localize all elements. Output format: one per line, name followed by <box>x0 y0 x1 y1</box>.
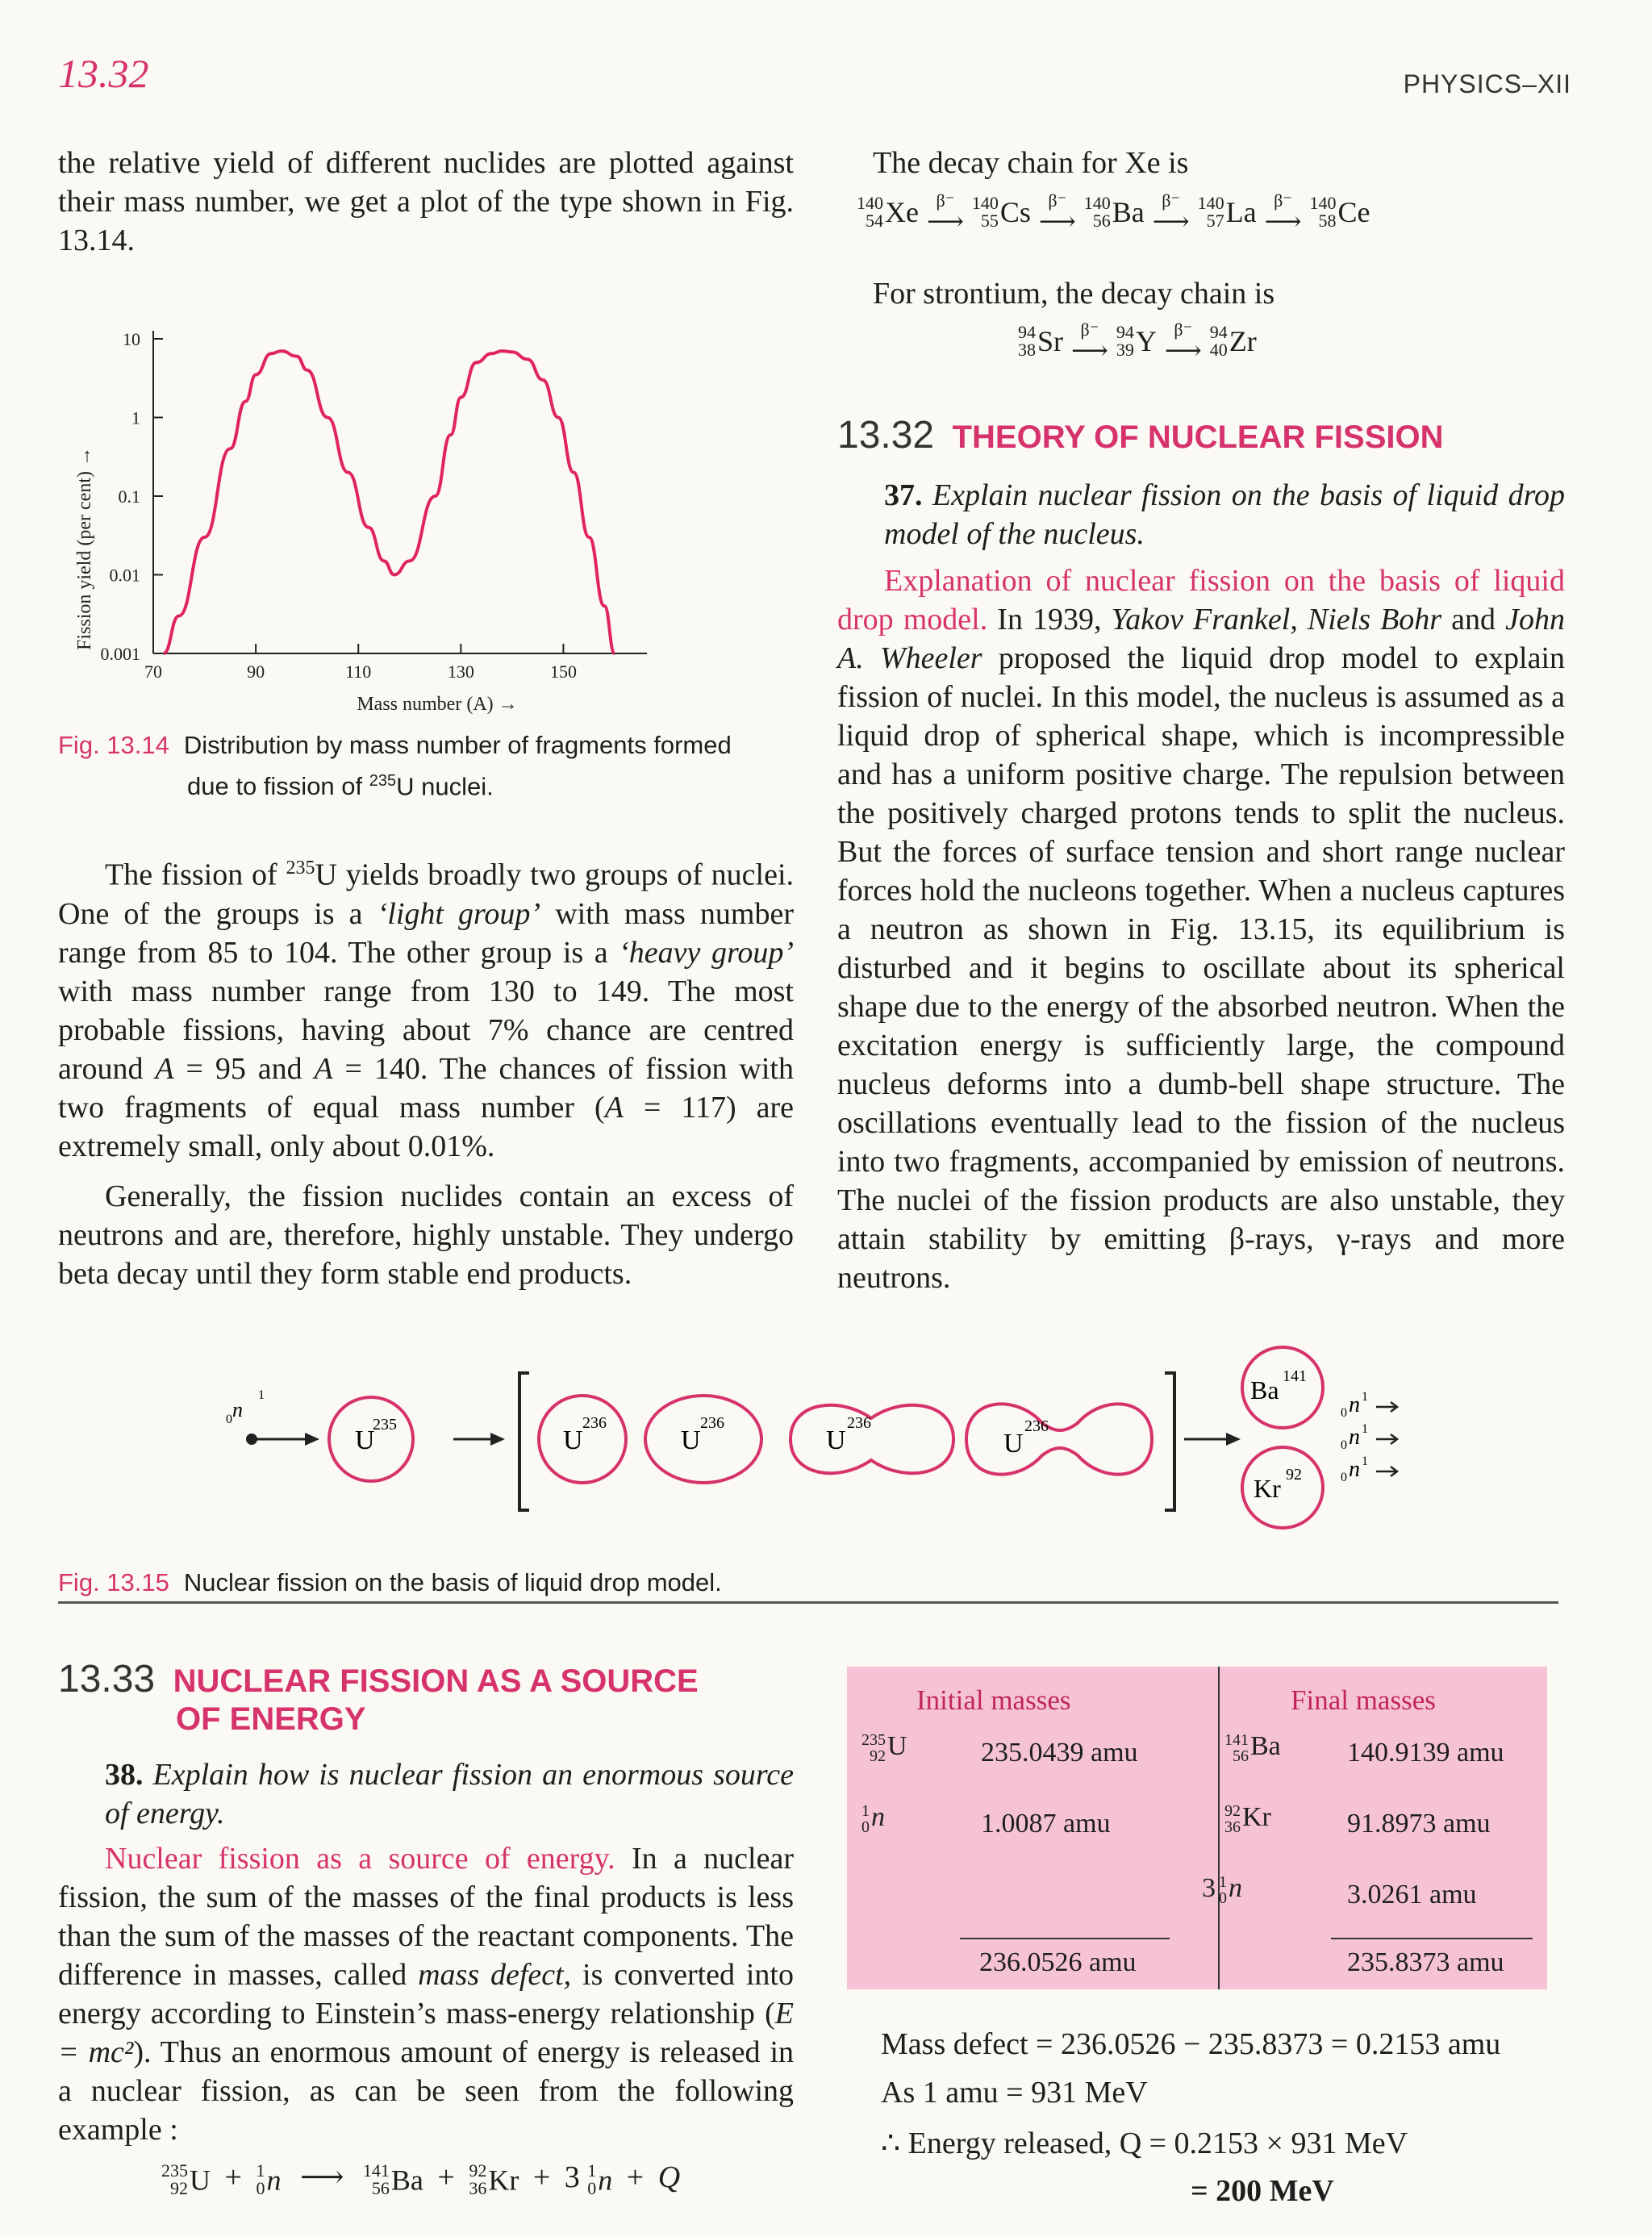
arrow-head <box>1226 1433 1241 1446</box>
atomic-number: 0 <box>1219 1889 1227 1908</box>
element-symbol: Kr <box>1242 1802 1271 1832</box>
beta-label: β⁻ <box>936 190 955 211</box>
n-arrow <box>1376 1467 1397 1476</box>
table-nuclide <box>1224 1802 1271 1835</box>
kr-nuclide <box>469 2160 519 2197</box>
xe-decay-chain <box>857 190 1566 236</box>
final-sum-rule <box>1331 1938 1533 1939</box>
s: U <box>190 2164 211 2197</box>
beta-decay-paragraph: Generally, the fission nuclides contain an excess of neutrons and are, therefore, highly unstable. They undergo beta decay until they form stable end products. <box>58 1179 794 1291</box>
t: and <box>1441 603 1506 636</box>
beta-label: β⁻ <box>1174 319 1193 340</box>
arrow-glyph: ⟶ <box>1152 207 1190 236</box>
mass-number: 235 <box>861 1731 886 1750</box>
u236-sup: 236 <box>1024 1417 1049 1435</box>
caption-b: due to fission of <box>187 772 363 801</box>
mass-number: 1 <box>861 1802 870 1821</box>
u236-symbol: U <box>563 1425 583 1455</box>
n-arrow <box>1376 1434 1397 1444</box>
a: A <box>155 1051 174 1086</box>
emitted-neutrons <box>1341 1390 1397 1484</box>
q37-block <box>837 476 1565 1297</box>
initial-sum-rule <box>960 1938 1170 1939</box>
table-mass: 140.9139 amu <box>1347 1738 1504 1767</box>
a: 141 <box>362 2160 390 2181</box>
ba-symbol: Ba <box>1250 1375 1279 1404</box>
initial-masses-header: Initial masses <box>916 1684 1071 1716</box>
nuclide-ce <box>1309 194 1370 230</box>
y-tick-label: 0.001 <box>100 644 140 664</box>
caption-c: U nuclei. <box>396 772 494 801</box>
isotope-numbers <box>1084 194 1111 230</box>
table-nuclide <box>1224 1731 1281 1764</box>
a: 1 <box>256 2160 265 2181</box>
a: A <box>314 1051 333 1086</box>
mass-number: 94 <box>1116 322 1134 342</box>
isotope-numbers <box>1219 1874 1227 1906</box>
u236-elongated <box>645 1396 761 1483</box>
t: = 140. The chances of fission with two fragments of equal mass number ( <box>58 1051 794 1125</box>
section-title-1: NUCLEAR FISSION AS A SOURCE <box>173 1663 699 1699</box>
xe-intro <box>873 144 1558 182</box>
mass-number: 140 <box>857 193 883 213</box>
decay-arrow <box>926 190 964 236</box>
x-axis-label: Mass number (A) → <box>357 694 518 715</box>
x-tick-label: 150 <box>549 662 577 682</box>
s: Kr <box>488 2164 519 2197</box>
nuclide-ba <box>1084 194 1145 230</box>
mass-number: 92 <box>1224 1802 1241 1821</box>
nuclide-cs <box>972 194 1031 230</box>
t: with mass number range from 130 to 149. The most probable fissions, having about 7% chance are centred around <box>58 974 794 1086</box>
plus: + <box>626 2160 645 2194</box>
isotope-numbers <box>1018 323 1036 359</box>
element-symbol: U <box>887 1731 907 1761</box>
element-symbol: Cs <box>999 196 1031 228</box>
element-symbol: Ce <box>1337 196 1370 228</box>
q-num: 38. <box>105 1758 144 1792</box>
plus: + <box>224 2160 242 2194</box>
section-divider <box>58 1601 1558 1604</box>
n-arrow <box>1376 1402 1397 1412</box>
n-sub: 0 <box>1341 1471 1347 1484</box>
atomic-number: 92 <box>870 1747 886 1766</box>
fig-13-15-label: Fig. 13.15 <box>58 1568 169 1596</box>
beta-label: β⁻ <box>1274 190 1292 211</box>
answer-head: Explanation of nuclear fission on the basis of liquid drop model. <box>837 564 1565 636</box>
caption-a: Distribution by mass number of fragments formed <box>183 731 732 759</box>
beta-label: β⁻ <box>1048 190 1067 211</box>
fig-13-14-label: Fig. 13.14 <box>58 731 169 759</box>
a: 235 <box>161 2160 188 2181</box>
left-intro-text: the relative yield of different nuclides are plotted against their mass number, we get a plot of the type shown in Fig. 13.14. <box>58 146 794 257</box>
u236-sup: 236 <box>700 1414 724 1432</box>
y-tick-label: 10 <box>123 329 140 349</box>
q-text: Explain how is nuclear fission an enormous source of energy. <box>105 1758 794 1830</box>
element-symbol: n <box>1229 1873 1242 1903</box>
right-bracket <box>1165 1373 1174 1510</box>
arrow-glyph: ⟶ <box>926 207 964 236</box>
isotope-numbers <box>857 194 883 230</box>
q-num: 37. <box>884 478 923 512</box>
n-sub: 0 <box>1341 1406 1347 1420</box>
arrow-head <box>490 1433 505 1446</box>
kr-symbol: Kr <box>1254 1474 1281 1503</box>
mass-number: 140 <box>1309 193 1337 213</box>
neutron-sub: 0 <box>226 1413 232 1426</box>
table-mass: 91.8973 amu <box>1347 1809 1491 1838</box>
mass-number: 94 <box>1209 322 1228 342</box>
atomic-number: 54 <box>866 211 883 231</box>
page-number: 13.32 <box>58 51 149 96</box>
chart-axes <box>153 331 647 653</box>
t: U yields broadly two groups of nuclei. One of the groups is a <box>58 858 795 931</box>
u236-symbol: U <box>826 1425 846 1455</box>
atomic-number: 57 <box>1206 211 1224 231</box>
mass-number: 140 <box>971 193 999 213</box>
atomic-number: 56 <box>1092 211 1111 231</box>
caption-iso: 235 <box>369 772 397 790</box>
n-sub: 0 <box>1341 1438 1347 1452</box>
section-number: 13.32 <box>837 414 935 457</box>
q-text: Explain nuclear fission on the basis of liquid drop model of the nucleus. <box>884 478 1566 551</box>
table-divider <box>1218 1667 1220 1989</box>
a: 1 <box>587 2160 597 2181</box>
q38-question <box>58 1755 794 1833</box>
u235-nuclide <box>161 2160 211 2197</box>
section-title-2: OF ENERGY <box>176 1701 366 1737</box>
u236-symbol: U <box>1003 1429 1024 1459</box>
final-total: 235.8373 amu <box>1347 1947 1504 1977</box>
iso: 235 <box>286 858 315 879</box>
yield-curve <box>164 351 615 653</box>
x-tick-label: 70 <box>144 662 162 682</box>
t: = 95 and <box>173 1051 315 1086</box>
arrow-glyph: ⟶ <box>1164 336 1202 365</box>
t: is converted into energy according to Einstein’s mass-energy relationship ( <box>58 1958 794 2030</box>
isotope-numbers <box>1224 1803 1241 1835</box>
table-nuclide <box>861 1802 885 1835</box>
t: John A. Wheeler <box>837 603 1565 675</box>
xe-intro-text: The decay chain for Xe is <box>873 146 1189 180</box>
nuclide-y <box>1116 323 1157 359</box>
t: proposed the liquid drop model to explain fission of nuclei. In this model, the nucleus is assumed as a liquid drop of spherical shape, which is incompressible and has a uniform positive charge. The repulsion between the positively charged protons tends to split the nucleus. But the forces of surface tension and short range nuclear forces hold the nucleons together. When a nucleus captures a neutron as shown in Fig. 13.15, its equilibrium is disturbed and it begins to oscillate about its spherical shape due to the energy of the absorbed neutron. When the excitation energy is sufficiently large, the compound nucleus deforms into a dumb-bell shape structure. The oscillations eventually lead to the fission of the nucleus into two fragments, accompanied by emission of neutrons. The nuclei of the fission products are also unstable, they attain stability by emitting β-rays, γ-rays and more neutrons. <box>837 641 1565 1295</box>
arrow-glyph: ⟶ <box>1038 207 1076 236</box>
table-nuclide <box>1202 1873 1242 1906</box>
decay-arrow <box>1038 190 1076 236</box>
atomic-number: 0 <box>861 1818 870 1837</box>
s: Ba <box>390 2164 423 2197</box>
isotope-numbers <box>861 1732 886 1764</box>
z: 0 <box>587 2178 597 2199</box>
sr-intro-text: For strontium, the decay chain is <box>873 277 1275 311</box>
table-nuclide <box>861 1731 907 1764</box>
n: n <box>1349 1425 1360 1450</box>
einstein-formula: E = mc² <box>58 1997 794 2069</box>
mass-number: 141 <box>1224 1731 1249 1750</box>
energy-result: = 200 MeV <box>1191 2174 1334 2208</box>
neutron-sup: 1 <box>258 1388 265 1402</box>
three: 3 <box>564 2160 580 2194</box>
s: n <box>598 2164 613 2197</box>
beta-label: β⁻ <box>1162 190 1181 211</box>
left-bracket <box>519 1373 529 1510</box>
fission-yield-chart <box>58 307 800 726</box>
element-symbol: Ba <box>1250 1731 1281 1761</box>
section-13-32-heading <box>837 413 1444 457</box>
light-group: ‘light group’ <box>377 896 541 931</box>
atomic-number: 58 <box>1318 211 1337 231</box>
table-mass: 235.0439 amu <box>981 1738 1138 1767</box>
nuclide-xe <box>857 194 919 230</box>
decay-arrow <box>1152 190 1190 236</box>
a: 92 <box>469 2160 487 2181</box>
atomic-number: 36 <box>1224 1818 1241 1837</box>
n-sup: 1 <box>1362 1422 1368 1436</box>
isotope-numbers <box>1224 1732 1249 1764</box>
z: 92 <box>170 2178 188 2199</box>
t: with mass number range from 85 to 104. The other group is a <box>58 896 795 970</box>
element-symbol: Y <box>1135 325 1157 357</box>
atomic-number: 38 <box>1018 340 1036 360</box>
q38-block <box>58 1755 794 2149</box>
y-tick-label: 0.1 <box>118 486 140 507</box>
q38-answer <box>58 1839 794 2149</box>
z: 0 <box>256 2178 265 2199</box>
left-body <box>58 849 794 1293</box>
z: 36 <box>469 2178 487 2199</box>
element-symbol: Zr <box>1229 325 1257 357</box>
atomic-number: 55 <box>980 211 999 231</box>
running-title: PHYSICS–XII <box>1403 69 1571 98</box>
table-mass: 3.0261 amu <box>1347 1880 1477 1909</box>
section-number: 13.33 <box>58 1658 156 1701</box>
isotope-numbers <box>1210 323 1228 359</box>
arrow-glyph: ⟶ <box>1071 336 1108 365</box>
x-tick-label: 90 <box>247 662 265 682</box>
t: Yakov Frankel, Niels Bohr <box>1111 603 1442 636</box>
t: = 117) are extremely small, only about 0.01%. <box>58 1090 794 1163</box>
mass-number: 1 <box>1219 1873 1227 1892</box>
left-intro <box>58 144 794 260</box>
element-symbol: La <box>1225 196 1257 228</box>
nuclide-la <box>1198 194 1257 230</box>
u236-symbol: U <box>681 1425 701 1455</box>
atomic-number: 40 <box>1209 340 1228 360</box>
fission-groups-paragraph <box>58 849 794 1166</box>
n: n <box>1349 1392 1360 1417</box>
x-tick-label: 130 <box>447 662 474 682</box>
mass-number: 94 <box>1018 322 1036 342</box>
table-mass: 1.0087 amu <box>981 1809 1111 1838</box>
t: The fission of <box>105 858 286 892</box>
u236-dumbbell <box>791 1405 953 1473</box>
u236-sup: 236 <box>582 1414 607 1432</box>
element-symbol: Xe <box>885 196 919 228</box>
u236-sup: 236 <box>847 1414 871 1432</box>
atomic-number: 39 <box>1116 340 1134 360</box>
isotope-numbers <box>1116 323 1134 359</box>
element-symbol: Sr <box>1037 325 1064 357</box>
mass-number: 140 <box>1197 193 1224 213</box>
fig-13-15-caption <box>58 1565 722 1601</box>
n-sup: 1 <box>1362 1390 1368 1404</box>
beta-label: β⁻ <box>1080 319 1099 340</box>
answer-head: Nuclear fission as a source of energy. <box>105 1842 615 1876</box>
plus: + <box>437 2160 455 2194</box>
t: ). Thus an enormous amount of energy is released in a nuclear fission, as can be seen from the following example : <box>58 2035 795 2147</box>
x-tick-label: 110 <box>345 662 372 682</box>
kr-sup: 92 <box>1286 1466 1302 1484</box>
atomic-number: 56 <box>1233 1747 1249 1766</box>
z: 56 <box>371 2178 390 2199</box>
initial-total: 236.0526 amu <box>979 1947 1137 1977</box>
n-sup: 1 <box>1362 1454 1368 1468</box>
u235-symbol: U <box>355 1425 375 1455</box>
s: n <box>266 2164 282 2197</box>
arrow-glyph: ⟶ <box>1264 207 1302 236</box>
section-title: THEORY OF NUCLEAR FISSION <box>952 419 1444 455</box>
amu-line: As 1 amu = 931 MeV <box>881 2076 1148 2110</box>
mass-defect-term: mass defect, <box>418 1958 572 1992</box>
arrow-head <box>305 1433 319 1446</box>
sr-intro <box>873 274 1558 313</box>
a: A <box>604 1090 624 1125</box>
chart-points <box>164 351 615 653</box>
element-symbol: Ba <box>1112 196 1145 228</box>
neutron-symbol: n <box>232 1398 243 1421</box>
q37-answer <box>837 561 1565 1297</box>
count: 3 <box>1202 1873 1216 1903</box>
mass-table <box>847 1667 1547 1989</box>
neutron-nuclide <box>587 2160 612 2197</box>
energy-released-line: ∴ Energy released, Q = 0.2153 × 931 MeV <box>881 2126 1408 2160</box>
t: In a nuclear fission, the sum of the masses of the final products is less than the sum of the masses of the reactant components. The difference in masses, called <box>58 1842 794 1992</box>
u235-sup: 235 <box>373 1416 397 1434</box>
element-symbol: n <box>871 1802 885 1832</box>
liquid-drop-diagram <box>202 1339 1452 1541</box>
ba-nuclide <box>363 2160 423 2197</box>
reaction-arrow: ⟶ <box>299 2160 344 2194</box>
isotope-numbers <box>972 194 999 230</box>
t: In 1939, <box>987 603 1112 636</box>
nuclide-zr <box>1210 323 1257 359</box>
heavy-group: ‘heavy group’ <box>619 935 794 970</box>
neutron-nuclide <box>256 2160 281 2197</box>
y-tick-label: 0.01 <box>109 565 140 586</box>
isotope-numbers <box>861 1803 870 1835</box>
fig-13-15-text: Nuclear fission on the basis of liquid drop model. <box>183 1568 722 1596</box>
mass-defect-line: Mass defect = 236.0526 − 235.8373 = 0.2153 amu <box>881 2027 1501 2061</box>
sr-decay-chain <box>1018 319 1502 365</box>
decay-arrow <box>1071 319 1108 365</box>
decay-arrow <box>1164 319 1202 365</box>
n: n <box>1349 1457 1360 1482</box>
isotope-numbers <box>1198 194 1224 230</box>
u236-necked <box>966 1404 1152 1474</box>
nuclide-sr <box>1018 323 1063 359</box>
plus: + <box>532 2160 551 2194</box>
y-axis-label: Fission yield (per cent) → <box>74 447 95 650</box>
decay-arrow <box>1264 190 1302 236</box>
mass-number: 140 <box>1083 193 1111 213</box>
q: Q <box>657 2160 681 2194</box>
q37-question <box>837 476 1565 553</box>
fig-13-14-caption <box>58 728 800 804</box>
fission-reaction <box>161 2159 680 2197</box>
isotope-numbers <box>1309 194 1336 230</box>
y-tick-label: 1 <box>131 407 140 428</box>
final-masses-header: Final masses <box>1291 1684 1436 1716</box>
section-13-33-heading <box>58 1657 699 1738</box>
ba-sup: 141 <box>1283 1367 1307 1385</box>
